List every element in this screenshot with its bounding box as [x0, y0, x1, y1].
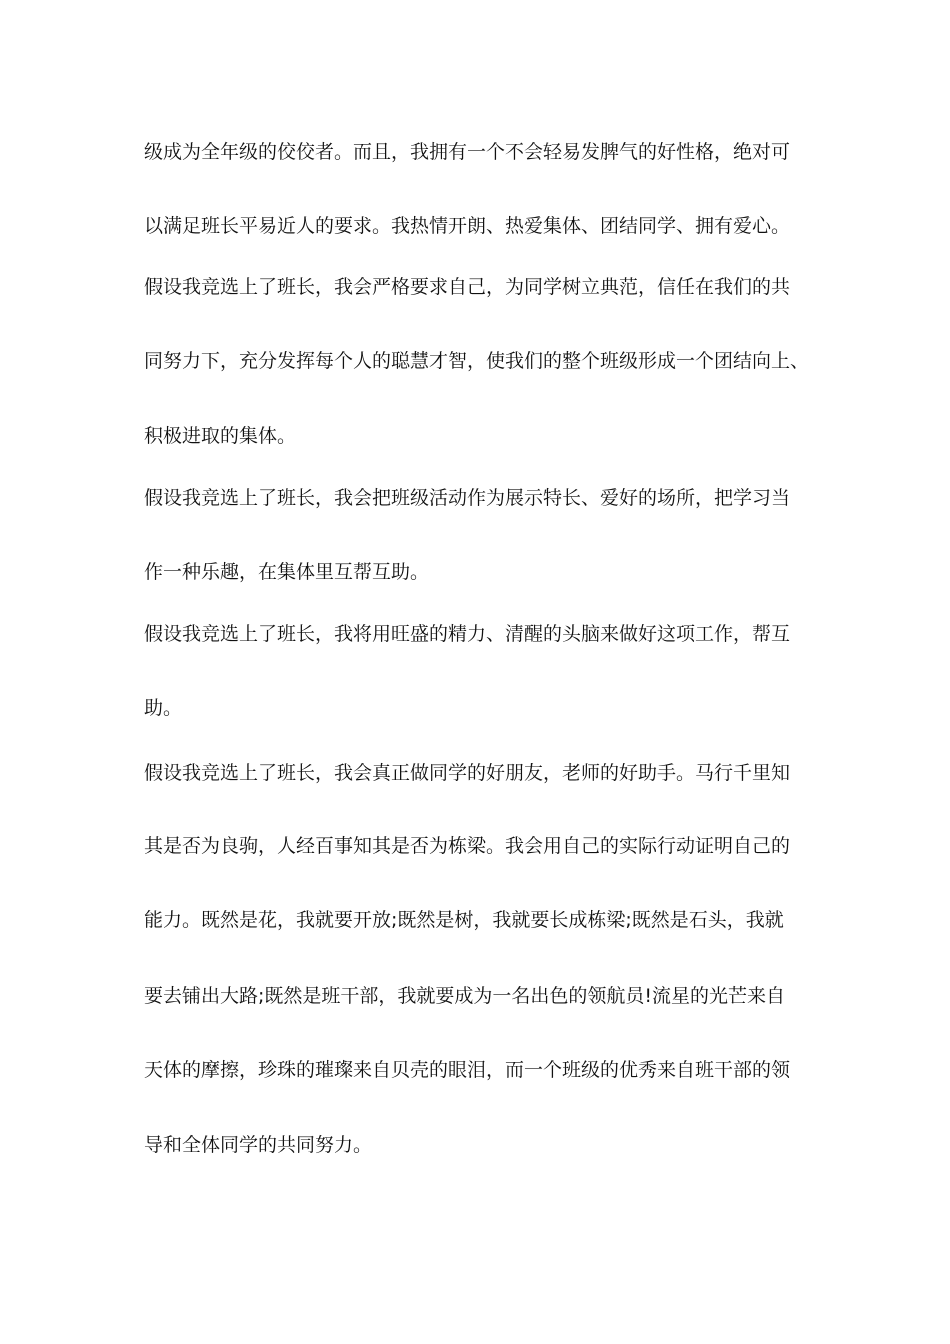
text-line: 假设我竞选上了班长，我将用旺盛的精力、清醒的头脑来做好这项工作，帮互: [144, 623, 791, 645]
text-line: 天体的摩擦，珍珠的璀璨来自贝壳的眼泪，而一个班级的优秀来自班干部的领: [144, 1059, 791, 1081]
text-line: 假设我竞选上了班长，我会把班级活动作为展示特长、爱好的场所，把学习当: [144, 487, 791, 509]
text-line: 假设我竞选上了班长，我会真正做同学的好朋友，老师的好助手。马行千里知: [144, 762, 791, 784]
text-line: 能力。既然是花，我就要开放;既然是树，我就要长成栋梁;既然是石头，我就: [144, 909, 784, 931]
text-line: 积极进取的集体。: [144, 425, 297, 447]
text-line: 同努力下，充分发挥每个人的聪慧才智，使我们的整个班级形成一个团结向上、: [144, 350, 810, 372]
text-line: 以满足班长平易近人的要求。我热情开朗、热爱集体、团结同学、拥有爱心。: [144, 215, 791, 237]
text-line: 其是否为良驹，人经百事知其是否为栋梁。我会用自己的实际行动证明自己的: [144, 835, 791, 857]
text-line: 作一种乐趣，在集体里互帮互助。: [144, 561, 430, 583]
text-line: 级成为全年级的佼佼者。而且，我拥有一个不会轻易发脾气的好性格，绝对可: [144, 141, 791, 163]
text-line: 导和全体同学的共同努力。: [144, 1134, 373, 1156]
text-line: 助。: [144, 697, 183, 719]
text-line: 假设我竞选上了班长，我会严格要求自己，为同学树立典范，信任在我们的共: [144, 276, 791, 298]
text-line: 要去铺出大路;既然是班干部，我就要成为一名出色的领航员!流星的光芒来自: [144, 985, 786, 1007]
